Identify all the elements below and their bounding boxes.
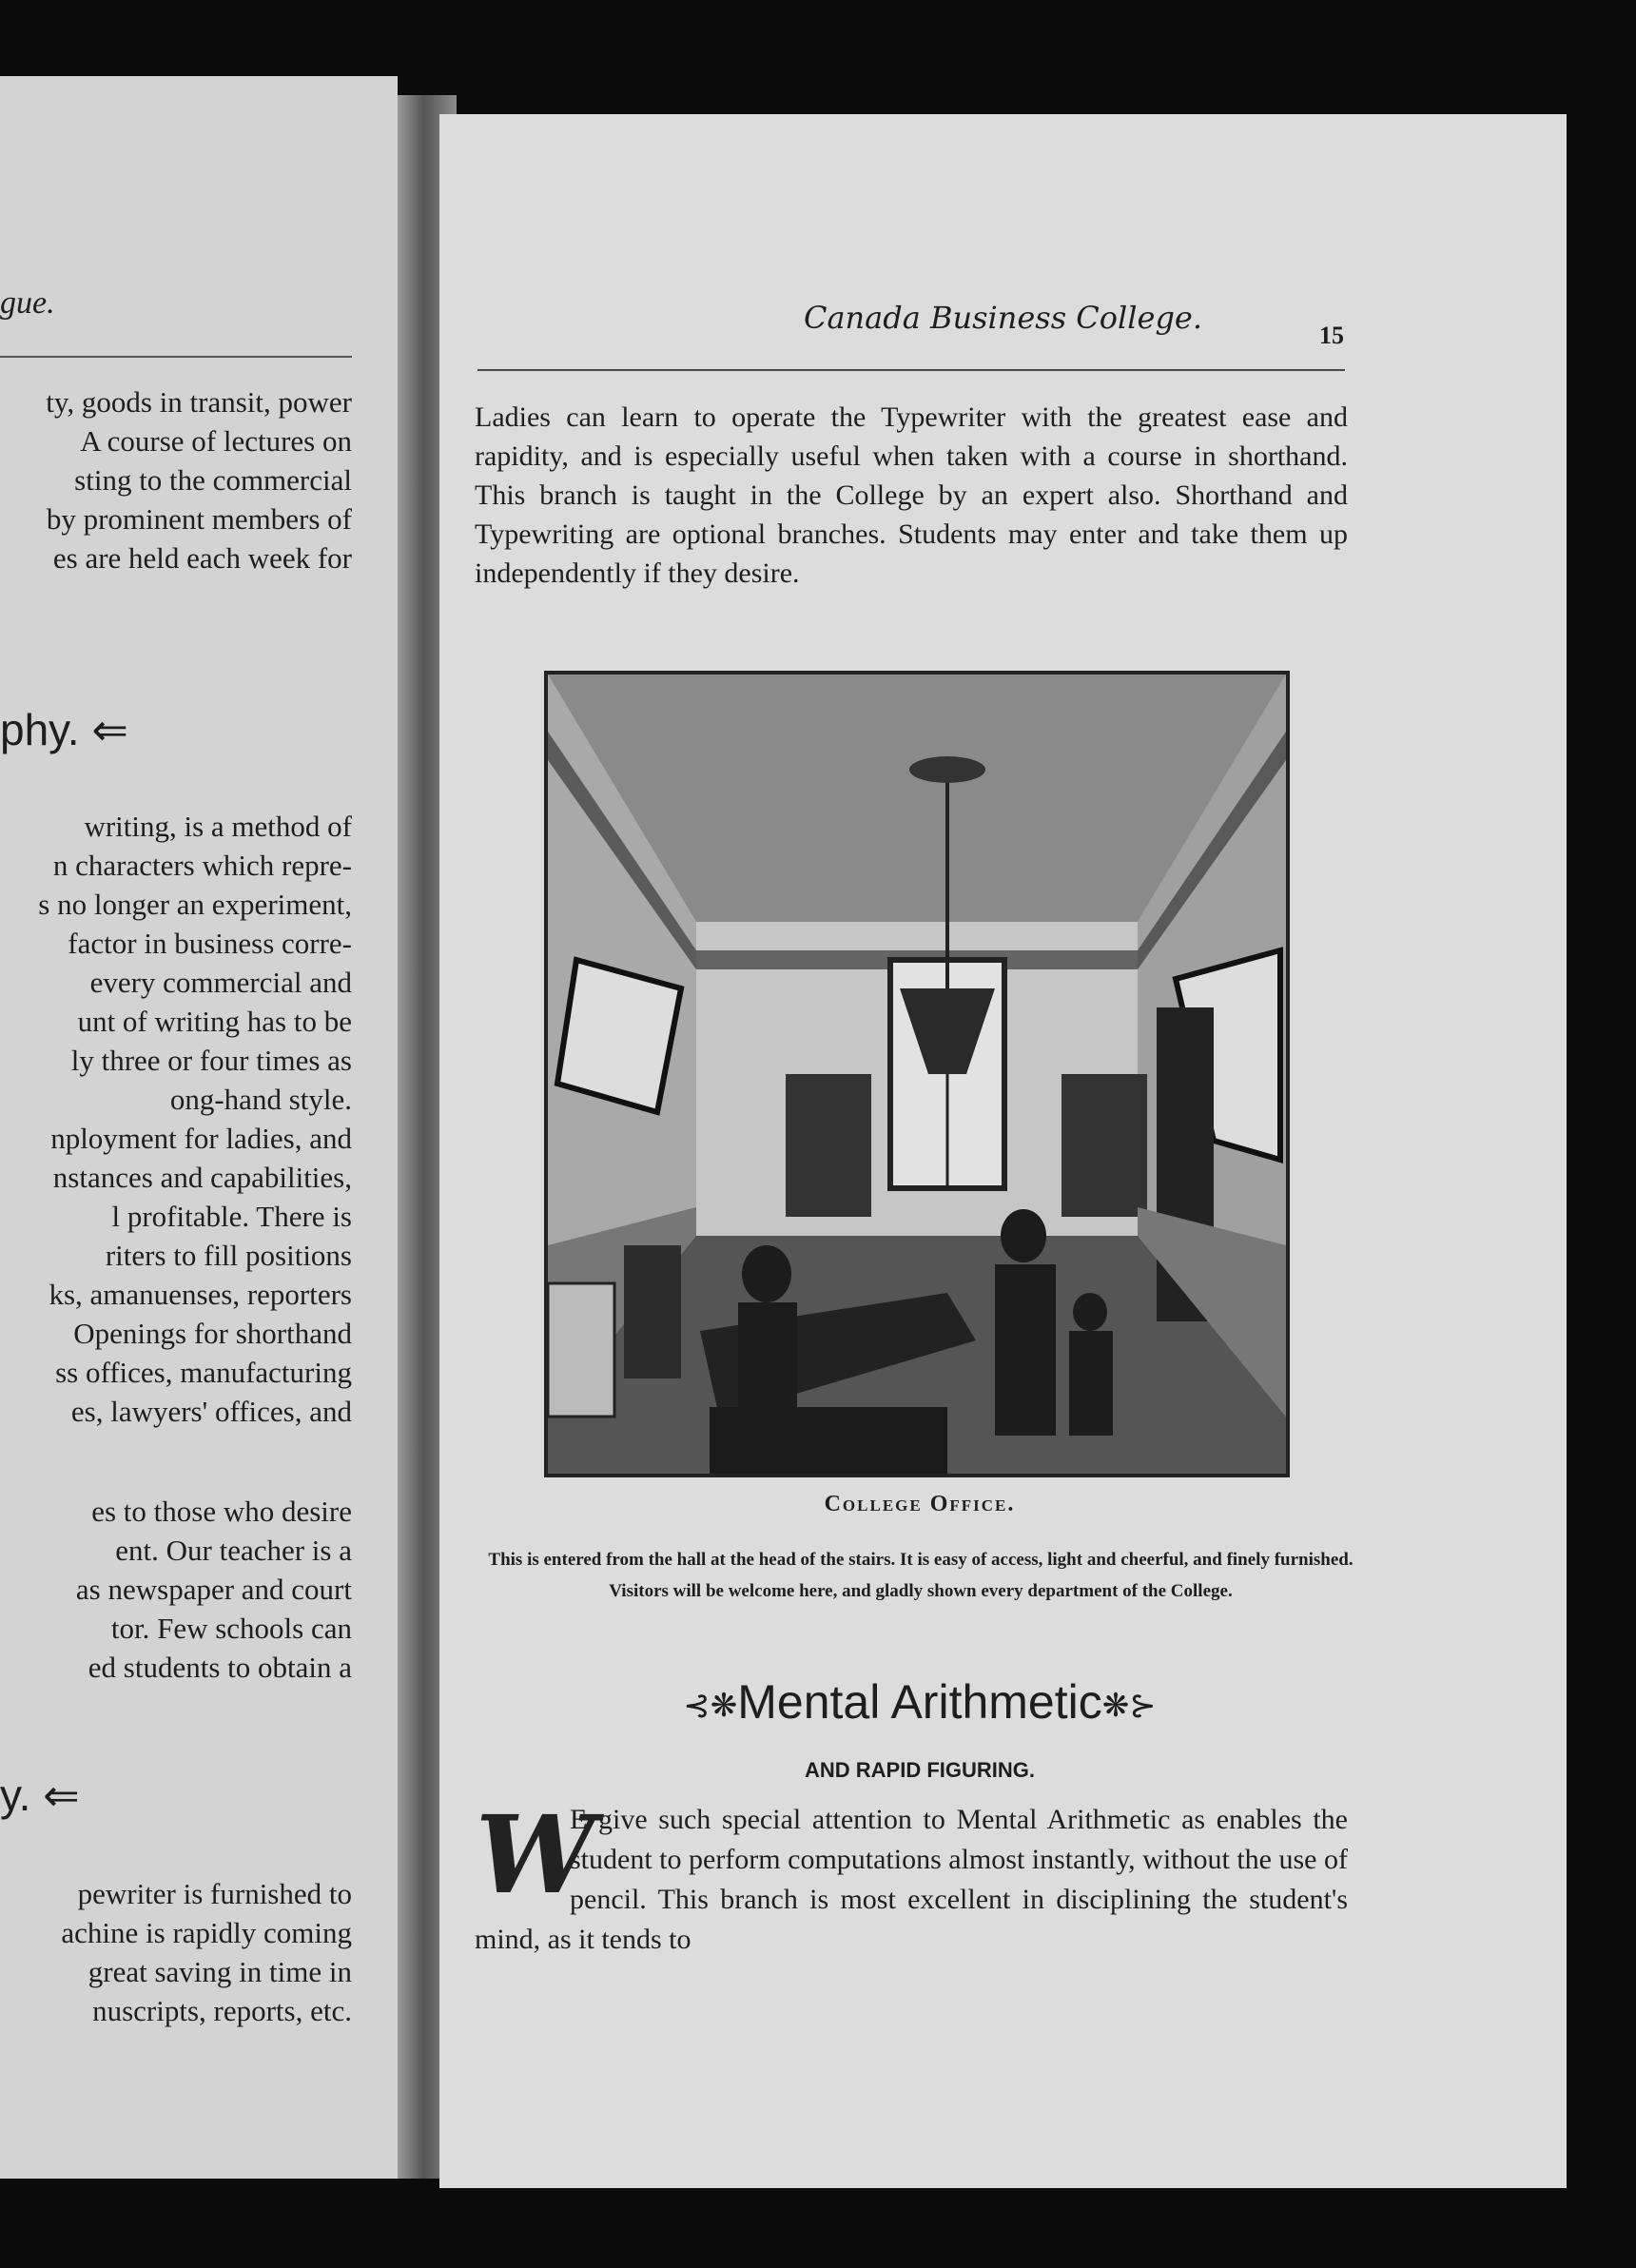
left-text-line: pewriter is furnished to [77, 1877, 352, 1910]
section-title [439, 1674, 1400, 1730]
running-head: Canada Business College. [803, 300, 1203, 336]
left-text-block-1 [0, 382, 352, 577]
college-office-engraving [544, 671, 1290, 1477]
left-heading-1: phy. ⇐ [0, 705, 128, 754]
drop-cap: W [476, 1793, 595, 1918]
left-text-line: ss offices, manufacturing [55, 1356, 352, 1389]
left-heading-2: y. ⇐ [0, 1770, 80, 1820]
mental-arithmetic-paragraph [475, 1793, 1348, 1960]
right-ornament: ❋⊱ [1101, 1687, 1157, 1724]
left-text-line: every commercial and [89, 966, 352, 999]
figure-caption-title: College Office. [824, 1492, 1016, 1516]
left-text-line: es, lawyers' offices, and [70, 1395, 352, 1428]
left-text-line: by prominent members of [46, 502, 352, 536]
left-text-line: writing, is a method of [84, 810, 352, 843]
left-text-line: s no longer an experiment, [38, 888, 352, 921]
page-number: 15 [1319, 322, 1344, 349]
left-text-block-3 [0, 1492, 352, 1687]
left-text-line: n characters which repre- [52, 849, 352, 882]
head-rule [477, 369, 1345, 371]
left-ornament: ⊰❋ [683, 1687, 738, 1724]
left-text-line: nployment for ladies, and [50, 1122, 352, 1155]
left-running-head: gue. [0, 285, 55, 321]
left-text-line: unt of writing has to be [77, 1005, 352, 1038]
left-text-line: achine is rapidly coming [61, 1916, 352, 1949]
left-page [0, 76, 398, 2179]
section-title-text: Mental Arithmetic [737, 1675, 1102, 1729]
left-text-line: ty, goods in transit, power [46, 385, 352, 419]
left-text-line: riters to fill positions [105, 1239, 352, 1272]
left-head-rule [0, 356, 352, 358]
right-page [439, 114, 1567, 2188]
intro-paragraph: Ladies can learn to operate the Typewriter with the greatest ease and rapidity, and is especially useful when taken with a course in shorthand. This branch is taught in the College by an expert also. Shorthand and Typewriting are optional branches. Students may enter and take them up independently if they desire. [475, 401, 1348, 589]
left-text-line: es are held each week for [52, 541, 352, 575]
left-text-line: factor in business corre- [68, 927, 352, 960]
left-text-line: es to those who desire [91, 1495, 352, 1528]
figure-caption-text: This is entered from the hall at the head of the stairs. It is easy of access, light and cheerful, and finely furnished. Visitors will be welcome here, and gladly shown every department of the College. [488, 1550, 1354, 1601]
left-text-line: nstances and capabilities, [52, 1161, 352, 1194]
left-text-line: l profitable. There is [111, 1200, 352, 1233]
left-text-line: ks, amanuenses, reporters [49, 1278, 352, 1311]
left-text-block-4 [0, 1874, 352, 2030]
left-text-line: ly three or four times as [70, 1044, 352, 1077]
left-text-block-2 [0, 807, 352, 1431]
left-text-line: ed students to obtain a [88, 1651, 352, 1684]
left-text-line: ent. Our teacher is a [115, 1534, 352, 1567]
left-text-line: as newspaper and court [75, 1573, 352, 1606]
section-subtitle: AND RAPID FIGURING. [805, 1758, 1035, 1782]
paragraph-text: E give such special attention to Mental Arithmetic as enables the student to perform computations almost instantly, without the use of pencil. This branch is most excellent in disciplining the student's mind, as it tends to [475, 1804, 1348, 1955]
left-text-line: great saving in time in [88, 1955, 352, 1988]
left-text-line: nuscripts, reports, etc. [92, 1994, 352, 2027]
left-text-line: A course of lectures on [80, 424, 352, 458]
left-text-line: ong-hand style. [169, 1083, 352, 1116]
left-text-line: tor. Few schools can [110, 1612, 352, 1645]
left-text-line: Openings for shorthand [73, 1317, 352, 1350]
left-text-line: sting to the commercial [74, 463, 352, 497]
